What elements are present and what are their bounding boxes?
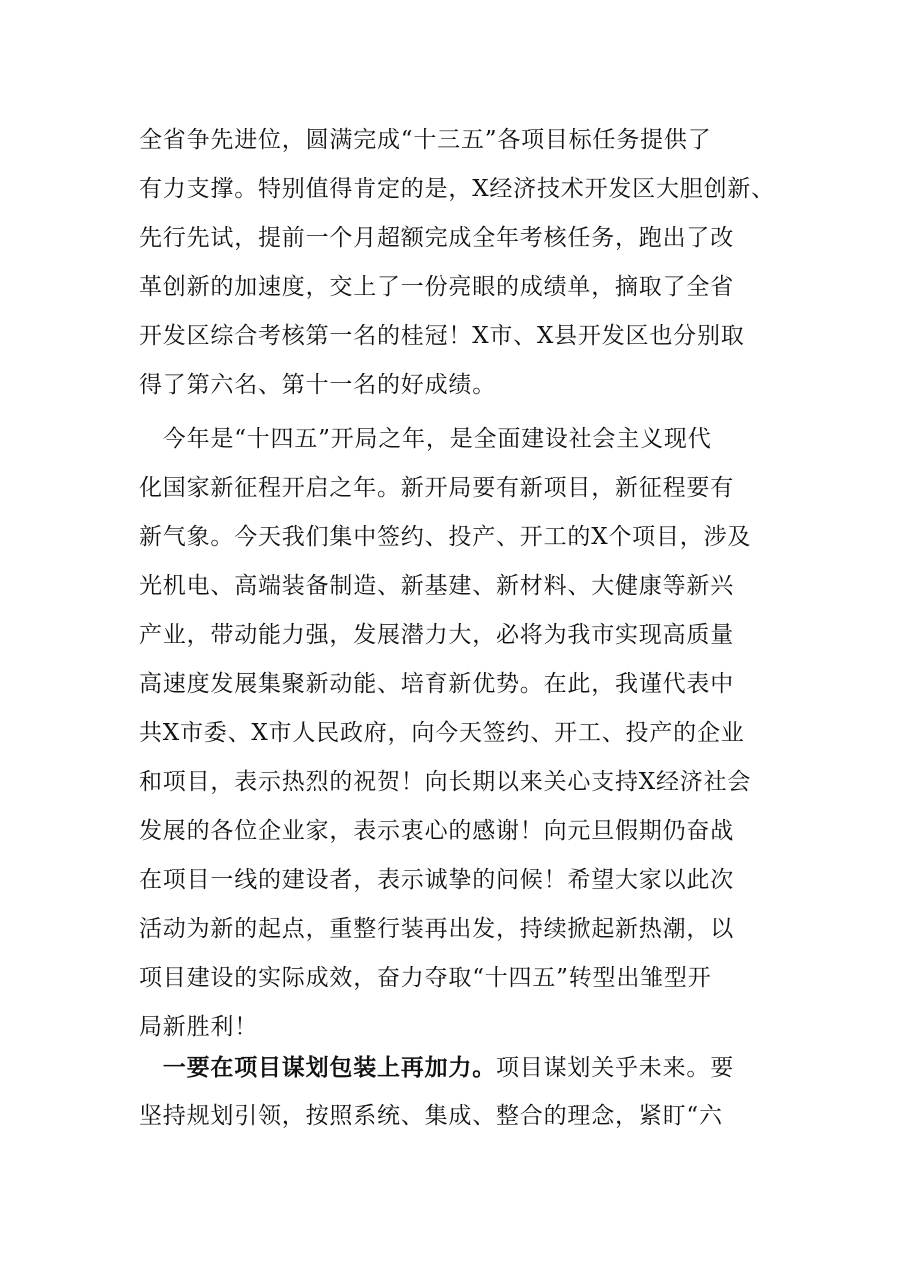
paragraph-3-bold-lead: 一要在项目谋划包装上再加力。	[139, 1054, 496, 1081]
paragraph-2-line-7: 共X市委、X市人民政府，向今天签约、开工、投产的企业	[139, 720, 745, 746]
paragraph-3-line-1	[139, 1055, 779, 1104]
paragraph-2-line-13: 局新胜利！	[139, 1014, 258, 1040]
paragraph-2-line-3: 新气象。今天我们集中签约、投产、开工的X个项目，涉及	[139, 524, 752, 550]
paragraph-1	[139, 128, 779, 422]
paragraph-2-line-1: 今年是“十四五”开局之年，是全面建设社会主义现代	[139, 426, 712, 452]
paragraph-2-line-5: 产业，带动能力强，发展潜力大，必将为我市实现高质量	[139, 622, 734, 648]
paragraph-1-line-4: 革创新的加速度，交上了一份亮眼的成绩单，摘取了全省	[139, 274, 734, 300]
paragraph-1-line-3: 先行先试，提前一个月超额完成全年考核任务，跑出了改	[139, 225, 734, 251]
paragraph-3-line-2: 坚持规划引领，按照系统、集成、整合的理念，紧盯“六	[139, 1103, 723, 1129]
paragraph-2-line-12: 项目建设的实际成效，奋力夺取“十四五”转型出雏型开	[139, 965, 712, 991]
paragraph-2-line-2: 化国家新征程开启之年。新开局要有新项目，新征程要有	[139, 475, 734, 501]
paragraph-1-line-2: 有力支撑。特别值得肯定的是，X经济技术开发区大胆创新、	[139, 176, 775, 202]
paragraph-2-line-11: 活动为新的起点，重整行装再出发，持续掀起新热潮，以	[139, 916, 734, 942]
paragraph-2-line-10: 在项目一线的建设者，表示诚挚的问候！希望大家以此次	[139, 867, 734, 893]
paragraph-2-line-8: 和项目，表示热烈的祝贺！向长期以来关心支持X经济社会	[139, 769, 752, 795]
paragraph-3-lead-rest: 项目谋划关乎未来。要	[496, 1055, 734, 1081]
paragraph-1-line-6: 得了第六名、第十一名的好成绩。	[139, 372, 496, 398]
paragraph-2	[139, 427, 779, 1064]
paragraph-1-line-1: 全省争先进位，圆满完成“十三五”各项目标任务提供了	[139, 127, 712, 153]
paragraph-3	[139, 1055, 779, 1153]
paragraph-2-line-4: 光机电、高端装备制造、新基建、新材料、大健康等新兴	[139, 573, 734, 599]
paragraph-2-line-9: 发展的各位企业家，表示衷心的感谢！向元旦假期仍奋战	[139, 818, 734, 844]
paragraph-1-line-5: 开发区综合考核第一名的桂冠！X市、X县开发区也分别取	[139, 323, 745, 349]
paragraph-2-line-6: 高速度发展集聚新动能、培育新优势。在此，我谨代表中	[139, 671, 734, 697]
